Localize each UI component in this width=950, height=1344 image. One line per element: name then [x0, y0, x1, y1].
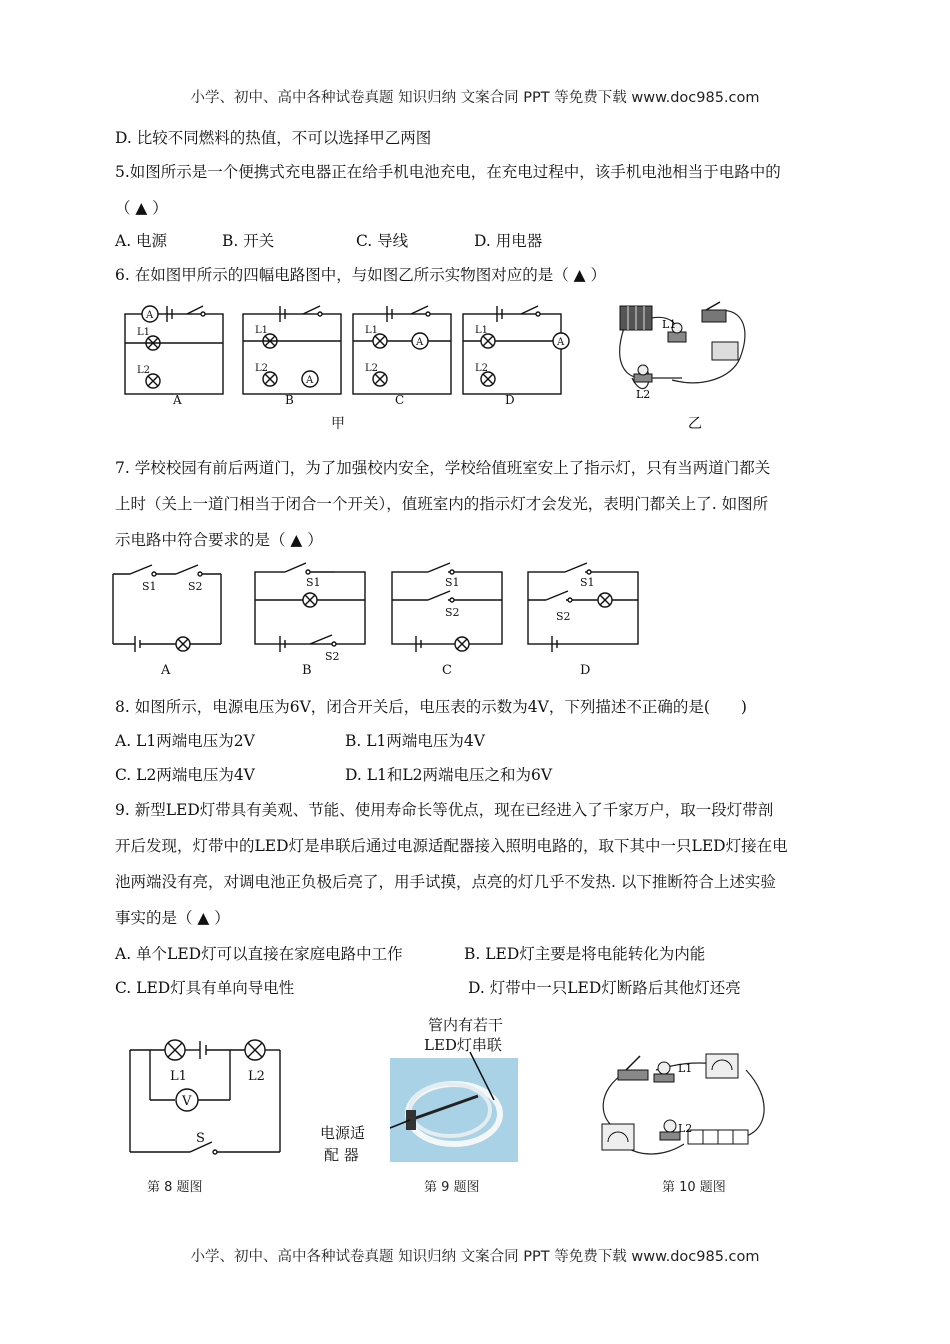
fig8-caption: 第 8 题图: [147, 1180, 203, 1195]
fig9-label-top1: 管内有若干: [428, 1016, 504, 1034]
q6-b-l1: L1: [255, 325, 269, 336]
q6-d-l2: L2: [475, 363, 489, 374]
q7-c-s2: S2: [445, 606, 460, 619]
q7-label-b: B: [302, 663, 312, 678]
q6-yi-l1: L1: [662, 318, 677, 331]
q9-stem-line4: 事实的是（ ▲ ）: [115, 909, 230, 927]
q4-option-d: D. 比较不同燃料的热值，不可以选择甲乙两图: [115, 129, 432, 147]
q7-stem-line3: 示电路中符合要求的是（ ▲ ）: [115, 531, 323, 549]
q6-label-b: B: [285, 393, 294, 407]
q7-b-s2: S2: [325, 650, 340, 663]
fig9-label-left1: 电源适: [320, 1124, 366, 1142]
q7-a-s1: S1: [142, 580, 157, 593]
q7-label-d: D: [580, 663, 591, 678]
fig8-circuit: [120, 1030, 290, 1170]
q7-stem-line1: 7. 学校校园有前后两道门，为了加强校内安全，学校给值班室安上了指示灯，只有当两道门都关: [115, 459, 771, 477]
q5-option-d: D. 用电器: [474, 232, 543, 250]
q6-d-ammeter-label: A: [557, 337, 565, 348]
q7-label-c: C: [442, 663, 452, 678]
fig8-l1: L1: [170, 1069, 187, 1084]
fig10-l1: L1: [678, 1062, 693, 1075]
q8-option-d: D. L1和L2两端电压之和为6V: [345, 766, 553, 784]
q7-circuit-diagrams: [110, 556, 650, 680]
q7-c-s1: S1: [445, 576, 460, 589]
fig8-voltmeter: V: [182, 1094, 192, 1109]
q5-stem-line1: 5.如图所示是一个便携式充电器正在给手机电池充电，在充电过程中，该手机电池相当于电路中的: [115, 163, 781, 181]
page-header: 小学、初中、高中各种试卷真题 知识归纳 文案合同 PPT 等免费下载 www.doc985.com: [190, 90, 760, 106]
q5-option-c: C. 导线: [356, 232, 409, 250]
q7-stem-line2: 上时（关上一道门相当于闭合一个开关），值班室内的指示灯才会发光，表明门都关上了. 如图所: [115, 495, 769, 513]
q6-real-circuit-yi: [612, 298, 762, 436]
page-footer: 小学、初中、高中各种试卷真题 知识归纳 文案合同 PPT 等免费下载 www.doc985.com: [190, 1249, 760, 1265]
q6-yi-l2: L2: [636, 388, 651, 401]
q8-option-a: A. L1两端电压为2V: [115, 732, 255, 750]
fig9-caption: 第 9 题图: [424, 1180, 480, 1195]
q6-b-l2: L2: [255, 363, 269, 374]
q5-stem-line2: （ ▲ ）: [115, 199, 168, 217]
q9-option-a: A. 单个LED灯可以直接在家庭电路中工作: [115, 945, 403, 963]
fig9-led-strip-photo: [318, 1010, 528, 1170]
q6-a-l2: L2: [137, 365, 151, 376]
fig8-l2: L2: [248, 1069, 265, 1084]
q7-d-s1: S1: [580, 576, 595, 589]
fig9-label-top2: LED灯串联: [424, 1036, 502, 1054]
q7-b-s1: S1: [306, 576, 321, 589]
q5-option-a: A. 电源: [115, 232, 168, 250]
q6-circuit-d: [463, 306, 569, 394]
q9-option-c: C. LED灯具有单向导电性: [115, 979, 295, 997]
fig10-caption: 第 10 题图: [662, 1180, 726, 1195]
q9-option-d: D. 灯带中一只LED灯断路后其他灯还亮: [468, 979, 741, 997]
q9-stem-line2: 开后发现，灯带中的LED灯是串联后通过电源适配器接入照明电路的，取下其中一只LED灯接在电: [115, 837, 788, 855]
q7-label-a: A: [161, 663, 171, 678]
q6-a-l1: L1: [137, 327, 151, 338]
q7-d-s2: S2: [556, 610, 571, 623]
q8-option-b: B. L1两端电压为4V: [345, 732, 485, 750]
fig10-real-circuit: [596, 1040, 776, 1170]
q6-c-l2: L2: [365, 363, 379, 374]
fig9-label-left2: 配 器: [324, 1146, 359, 1164]
q6-circuit-b: [243, 306, 341, 394]
q6-c-l1: L1: [365, 325, 379, 336]
q6-circuit-c: [353, 306, 451, 394]
q8-option-c: C. L2两端电压为4V: [115, 766, 255, 784]
q6-label-a: A: [173, 393, 182, 407]
q6-stem: 6. 在如图甲所示的四幅电路图中，与如图乙所示实物图对应的是（ ▲ ）: [115, 266, 606, 284]
q8-stem: 8. 如图所示，电源电压为6V，闭合开关后，电压表的示数为4V，下列描述不正确的是( ): [115, 698, 747, 716]
q6-group-yi: 乙: [688, 416, 702, 432]
q6-group-jia: 甲: [331, 416, 345, 432]
q7-circuit-a: [113, 565, 221, 652]
q9-stem-line1: 9. 新型LED灯带具有美观、节能、使用寿命长等优点，现在已经进入了千家万户，取一段灯带剖: [115, 801, 774, 819]
q6-b-ammeter-label: A: [306, 375, 314, 386]
q6-a-ammeter-label: A: [146, 310, 154, 321]
q7-a-s2: S2: [188, 580, 203, 593]
q5-option-b: B. 开关: [222, 232, 275, 250]
fig10-l2: L2: [678, 1122, 693, 1135]
q6-circuit-a: [125, 306, 223, 394]
q9-stem-line3: 池两端没有亮，对调电池正负极后亮了，用手试摸，点亮的灯几乎不发热. 以下推断符合上述实验: [115, 873, 776, 891]
q6-d-l1: L1: [475, 325, 489, 336]
fig8-switch: S: [196, 1131, 205, 1146]
q6-circuit-diagrams-jia: [115, 296, 595, 434]
q6-c-ammeter-label: A: [416, 337, 424, 348]
q6-label-d: D: [505, 393, 515, 407]
q9-option-b: B. LED灯主要是将电能转化为内能: [464, 945, 706, 963]
q6-label-c: C: [395, 393, 405, 407]
